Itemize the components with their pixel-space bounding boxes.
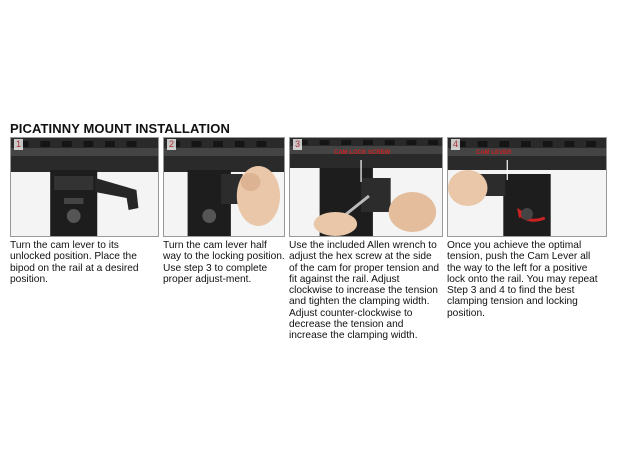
rail-mount-image-locked [448, 138, 606, 236]
rail-mount-image-unlocked [11, 138, 158, 236]
step-1-photo [10, 137, 159, 237]
step-3-number: 3 [295, 139, 301, 149]
step-3 [289, 137, 443, 342]
step-1-description: Turn the cam lever to its unlocked position. Place the bipod on the rail at a desired position. [10, 240, 139, 285]
step-1 [10, 137, 159, 342]
page-title: PICATINNY MOUNT INSTALLATION [10, 121, 230, 136]
step-2 [163, 137, 285, 342]
installation-steps [10, 137, 620, 342]
step-2-description: Turn the cam lever half way to the locking position. Use step 3 to complete proper adjust-ment. [163, 240, 285, 285]
step-3-photo [289, 137, 443, 237]
step-4 [447, 137, 607, 342]
step-2-number: 2 [169, 139, 175, 149]
rail-mount-image-half-locked [164, 138, 284, 236]
step-4-number: 4 [453, 139, 459, 149]
step-4-photo [447, 137, 607, 237]
step-1-number: 1 [16, 139, 22, 149]
cam-lock-screw-callout: CAM LOCK SCREW [334, 150, 391, 156]
step-4-description: Once you achieve the optimal tension, push the Cam Lever all the way to the left for a positive lock onto the rail. You may repeat Step 3 and 4 to find the best clamping tension and locking position. [447, 240, 598, 319]
step-2-photo [163, 137, 285, 237]
step-3-description: Use the included Allen wrench to adjust the hex screw at the side of the cam for proper tension and fit against the rail. Adjust clockwise to increase the tension and tighten the clamping width. Adjust counter-clockwise to decrease the tension and increase the clamping width. [289, 240, 440, 342]
cam-lever-callout: CAM LEVER [476, 150, 512, 156]
